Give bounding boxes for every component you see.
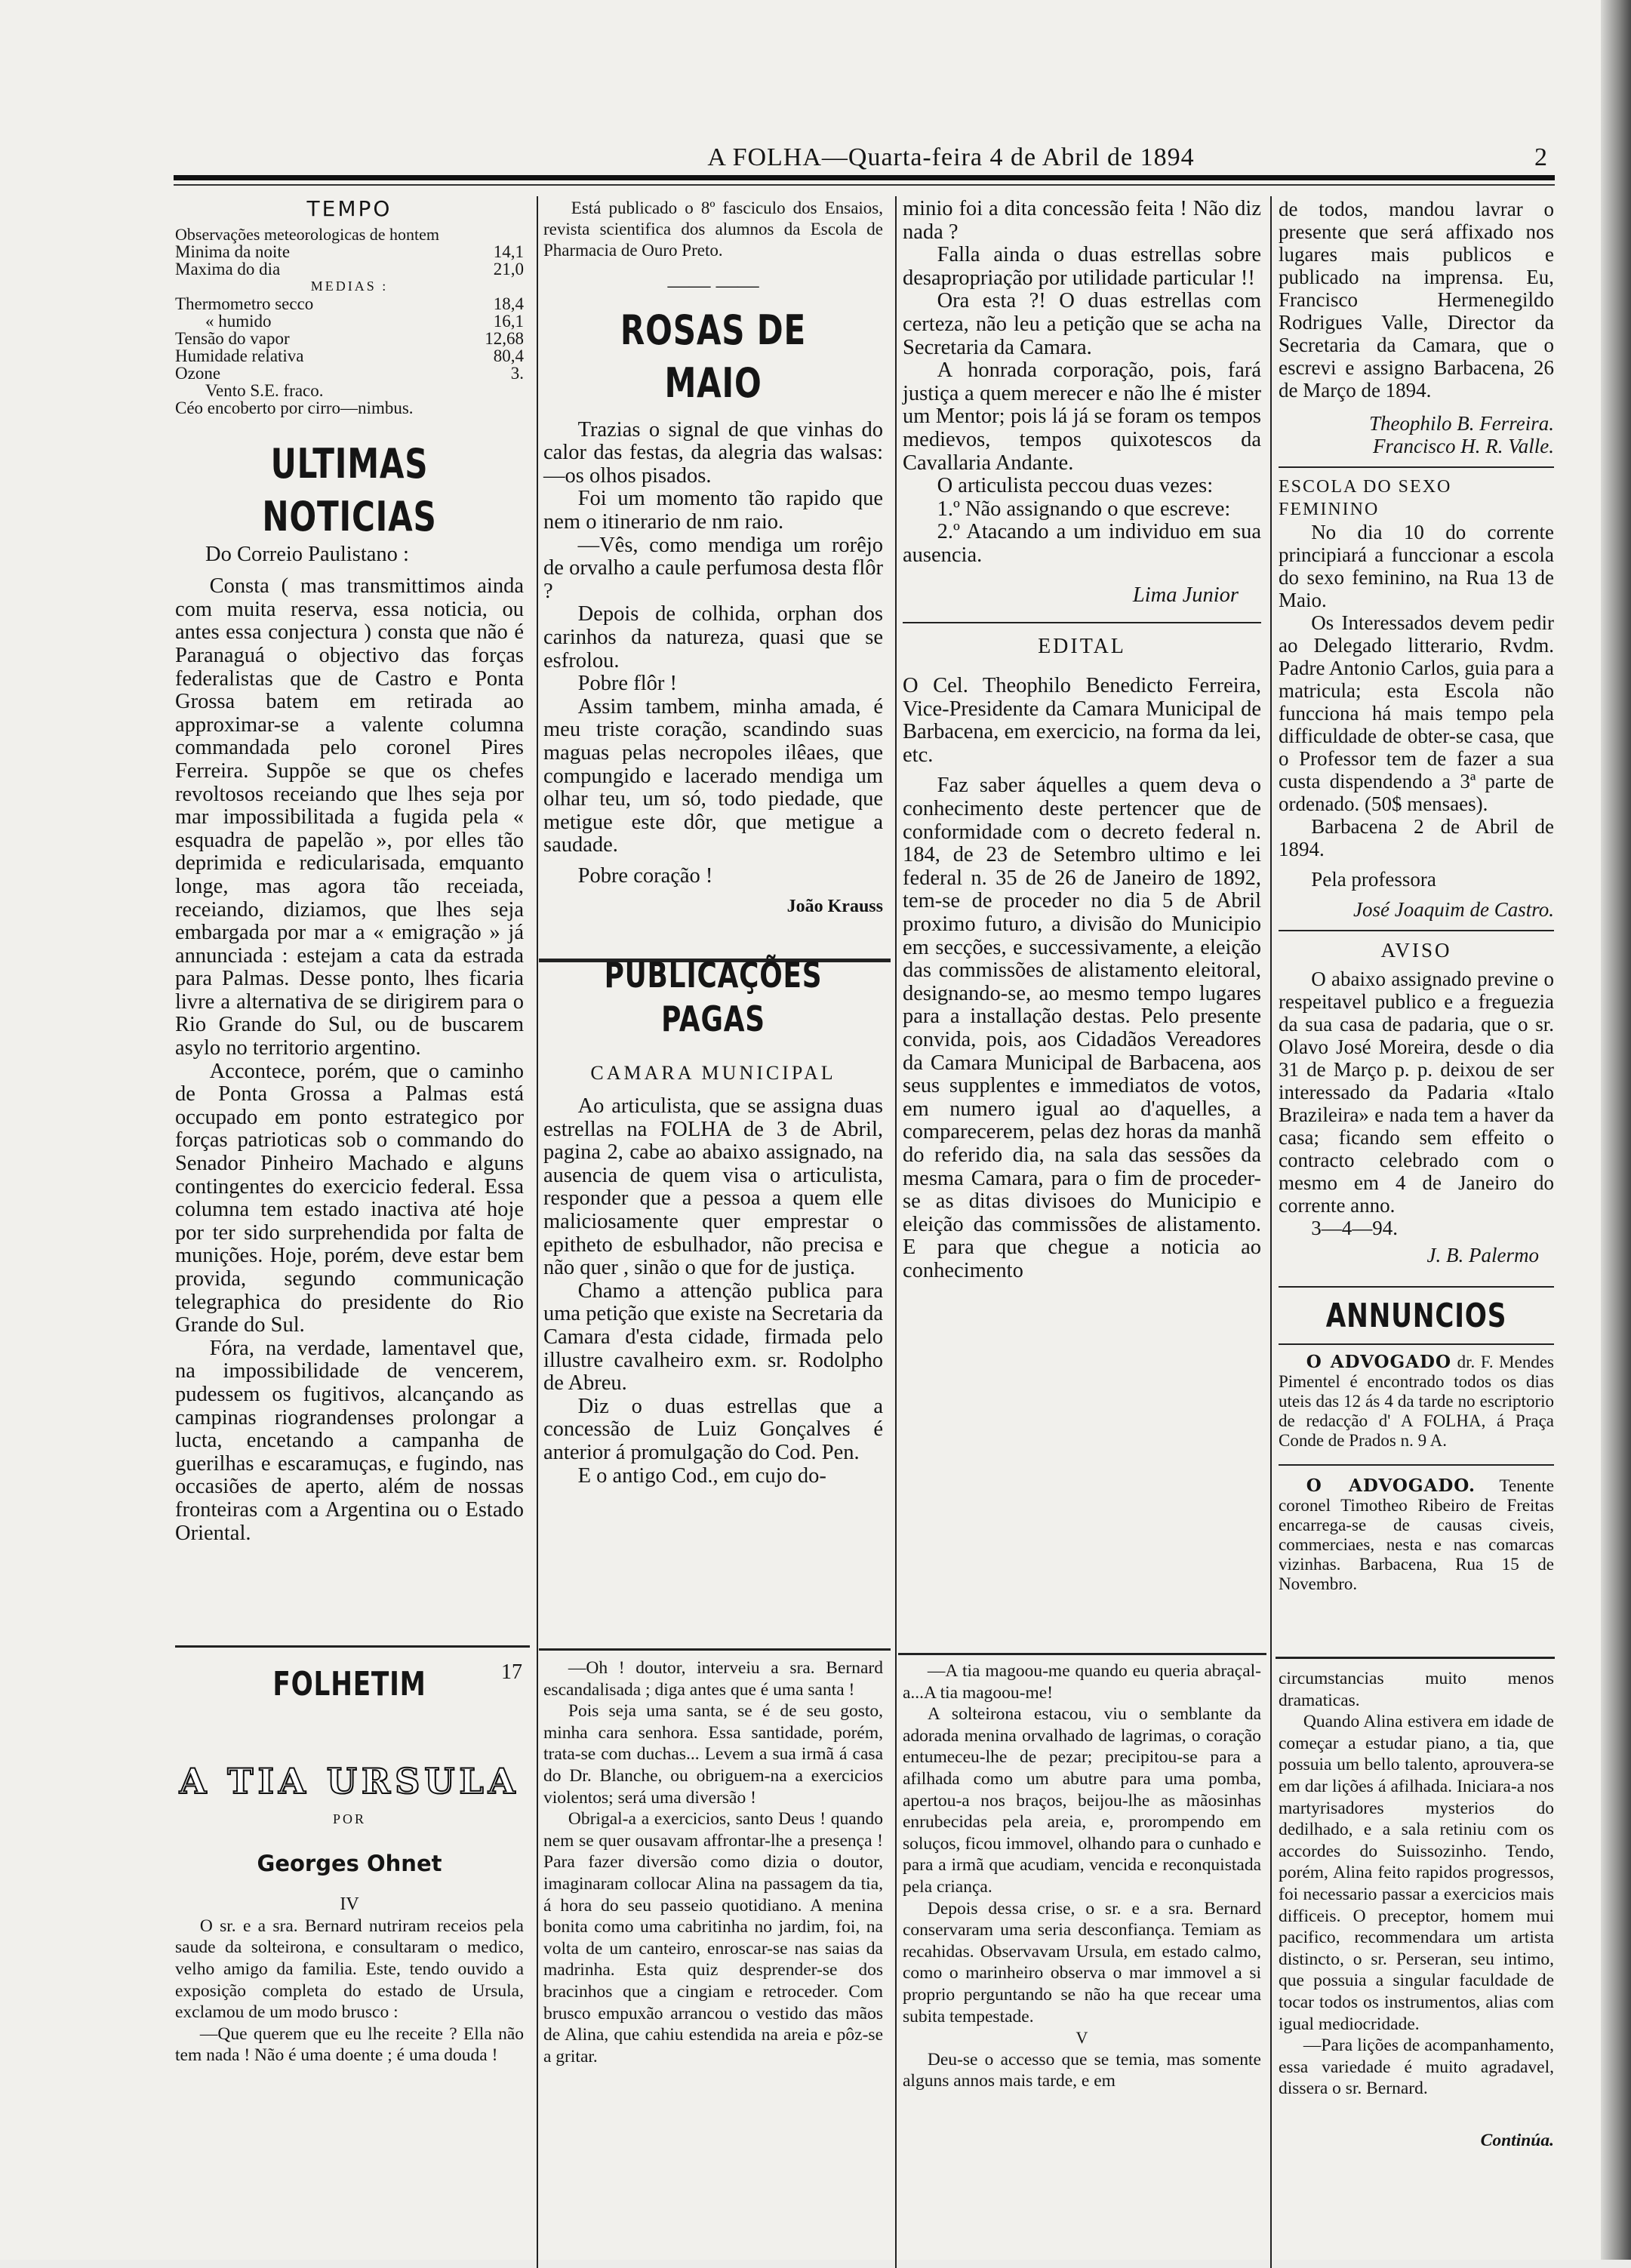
column-separator bbox=[895, 196, 897, 2268]
table-row bbox=[175, 399, 524, 417]
signature-valle: Francisco H. R. Valle. bbox=[1373, 435, 1554, 457]
article-paragraph: Os Interessados devem pedir ao Delegado litterario, Rvdm. Padre Antonio Carlos, guia para a matricula; esta Escola não funcciona há mais tempo pela difficuldade de obter-se casa, que o Professor tem de fazer a sua custa dispendendo a 3ª parte de ordenado. (50$ mensaes). bbox=[1279, 611, 1554, 815]
article-paragraph: Accontece, porém, que o caminho de Ponta Grossa a Palmas está occupado em ponto estrategico por forças patrioticas sob o commando do Senador Pinheiro Machado e alguns contingentes do exercicio federal. Essa columna tem estado inactiva até hoje por ter sido surprehendida por falta de munições. Hoje, porém, deve estar bem provida, segundo communicação telegraphica do presidente do Rio Grande do Sul. bbox=[175, 1059, 524, 1337]
ultimas-source: Do Correio Paulistano : bbox=[205, 542, 409, 566]
article-paragraph: minio foi a dita concessão feita ! Não diz nada ? bbox=[903, 197, 1261, 244]
article-paragraph: Trazias o signal de que vinhas do calor das festas, da alegria das walsas:—os olhos pisados. bbox=[543, 417, 883, 488]
sky-text: Céo encoberto por cirro—nimbus. bbox=[175, 398, 414, 417]
weather-value: 80,4 bbox=[493, 346, 524, 365]
folhetim-header bbox=[175, 1660, 524, 1713]
weather-value: 16,1 bbox=[493, 311, 524, 331]
tempo-intro: Observações meteorologicas de hontem bbox=[175, 224, 440, 244]
advertisement bbox=[1279, 1352, 1554, 1451]
page-header bbox=[174, 143, 1555, 174]
section-rule bbox=[539, 1648, 891, 1651]
table-row bbox=[175, 382, 524, 399]
story-paragraph: —Para lições de acompanhamento, essa variedade é muito agradavel, dissera o sr. Bernard. bbox=[1279, 2036, 1554, 2099]
folhetim-column-2 bbox=[543, 1657, 883, 2067]
annuncios-heading: ANNUNCIOS bbox=[1325, 1297, 1507, 1335]
page-number: 2 bbox=[1534, 143, 1547, 171]
article-paragraph: 1.º Não assignando o que escreve: bbox=[937, 497, 1231, 521]
scan-page-edge bbox=[1601, 0, 1631, 2260]
weather-label: Thermometro secco bbox=[175, 294, 314, 313]
camara-subheading: CAMARA MUNICIPAL bbox=[590, 1062, 836, 1085]
ultimas-heading: ULTIMAS NOTICIAS bbox=[262, 439, 437, 540]
aviso-heading: AVISO bbox=[1380, 939, 1452, 962]
rosas-signature: João Krauss bbox=[786, 897, 883, 917]
column-separator bbox=[537, 196, 538, 2268]
article-paragraph: Depois de colhida, orphan dos carinhos da natureza, quasi que se esfrolou. bbox=[543, 602, 883, 672]
rosas-heading: ROSAS DE MAIO bbox=[620, 306, 807, 407]
article-paragraph: Pobre flôr ! bbox=[577, 672, 677, 696]
story-por: POR bbox=[332, 1811, 366, 1826]
weather-table bbox=[175, 243, 524, 417]
weather-value: 14,1 bbox=[493, 242, 524, 261]
article-paragraph: Faz saber áquelles a quem deva o conhecimento deste pertencer que de conformidade com o decreto federal n. 184, de 23 de Setembro ultimo e lei federal n. 35 de 26 de Janeiro de 1892, tem-se de proceder no dia 5 de Abril proximo futuro, a divisão do Municipio em secções, e successivamente, a eleição das commissões de alistamento eleitoral, designando-se, ao mesmo tempo lugares para a installação destas. Pelo presente convida, pois, aos Cidadãos Vereadores da Camara Municipal de Barbacena, aos seus supplentes e immediatos de votos, em numero igual ao d'aquelles, a comparecerem, pelas dez horas da manhã do referido dia, na sala das sessões da mesma Camara, para o fim de proceder-se as ditas divisoes do Municipio e eleição das commissões de alistamento. E para que chegue a noticia ao conhecimento bbox=[903, 774, 1261, 1282]
weather-value: 3. bbox=[510, 363, 524, 383]
folhetim-column-4 bbox=[1279, 1668, 1554, 2151]
ad-text: dr. F. Mendes Pimentel é encontrado todos os dias uteis das 12 ás 4 da tarde no escriptorio de redacção d' A FOLHA, á Praça Conde de Prados n. 9 A. bbox=[1279, 1352, 1555, 1450]
section-rule bbox=[903, 622, 1261, 623]
section-rule bbox=[898, 1653, 1266, 1655]
weather-label: Minima da noite bbox=[175, 242, 291, 261]
article-paragraph: E o antigo Cod., em cujo do- bbox=[577, 1463, 826, 1488]
article-paragraph: O articulista peccou duas vezes: bbox=[937, 474, 1214, 498]
tempo-heading: TEMPO bbox=[306, 196, 392, 221]
table-row bbox=[175, 312, 524, 330]
chapter-number: IV bbox=[340, 1894, 359, 1915]
table-row bbox=[175, 295, 524, 312]
table-row bbox=[175, 260, 524, 278]
section-rule bbox=[1279, 930, 1554, 931]
story-paragraph: O sr. e a sra. Bernard nutriram receios pela saude da solteirona, e consultaram o medico, velho amigo da familia. Este, tendo ouvido a exposição completa do estado de Ursula, exclamou de um modo brusco : bbox=[175, 1916, 524, 2023]
article-paragraph: Ao articulista, que se assigna duas estrellas na FOLHA de 3 de Abril, pagina 2, cabe ao abaixo assignado, na ausencia de quem visa o articulista, responder que a pessoa a quem elle maliciosamente quer emprestar o epitheto de esbulhador, não precisa e não quer , sinão o que for de justiça. bbox=[543, 1094, 883, 1280]
story-paragraph: Deu-se o accesso que se temia, mas somente alguns annos mais tarde, e em bbox=[903, 2049, 1261, 2091]
article-paragraph: O abaixo assignado previne o respeitavel publico e a freguezia da sua casa de padaria, que o sr. Olavo José Moreira, desde o dia 31 de Março p. p. deixou de ser interessado da Padaria «Italo Brazileira» e nada tem a haver da casa; ficando sem effeito o contracto celebrado com o mesmo em 4 de Janeiro do corrente anno. bbox=[1279, 968, 1554, 1217]
story-paragraph: —Oh ! doutor, interveiu a sra. Bernard escandalisada ; diga antes que é uma santa ! bbox=[543, 1658, 883, 1700]
story-paragraph: Quando Alina estivera em idade de começar a estudar piano, a tia, que possuia um bello talento, aprouvera-se em dar lições á afilhada. Iniciara-a nos martyrisadores mysterios do dedilhado, e a sala retiniu com os accordes do Suissozinho. Tendo, porém, Alina feito rapidos progressos, foi necessario passar a exercicios mais difficeis. O preceptor, homem mui pacifico, recommendara um artista distincto, o sr. Perseran, seu intimo, que possuia a singular faculdade de tocar todos os instrumentos, alias com igual mediocridade. bbox=[1279, 1712, 1554, 2034]
signature-ferreira: Theophilo B. Ferreira. bbox=[1369, 412, 1554, 435]
article-paragraph: Barbacena 2 de Abril de 1894. bbox=[1279, 815, 1554, 860]
table-row bbox=[175, 347, 524, 365]
weather-label: Humidade relativa bbox=[175, 346, 304, 365]
ad-title: O ADVOGADO bbox=[1306, 1352, 1452, 1372]
story-paragraph: Obrigal-a a exercicios, santo Deus ! quando nem se quer ousavam affrontar-lhe a presença ! Para fazer diversão como dizia o doutor, imaginaram collocar Alina na passagem da tia, á hora do seu passeio quotidiano. A menina bonita como uma cabritinha no jardim, foi, na volta de um canteiro, enroscar-se nas saias da madrinha. Esta quiz desprender-se dos bracinhos que a cingiam e retroceder. Com brusco empuxão arrancou o vestido das mãos de Alina, que cahiu estendida na areia e pôz-se a gritar. bbox=[543, 1809, 883, 2066]
article-paragraph: Fóra, na verdade, lamentavel que, na impossibilidade de vencerem, pudessem os fugitivos, alcançando as campinas riograndenses prolongar a lucta, encetando a campanha de guerilhas e escaramuças, e fugindo, nas occasiões de aperto, além de nossas fronteiras com a Argentina ou o Estado Oriental. bbox=[175, 1336, 524, 1545]
column-4 bbox=[1279, 198, 1554, 1594]
story-author: Georges Ohnet bbox=[257, 1850, 442, 1876]
article-paragraph: Chamo a attenção publica para uma petição que existe na Secretaria da Camara d'esta cidade, firmada pelo illustre cavalheiro exm. sr. Rodolpho de Abreu. bbox=[543, 1279, 883, 1396]
continua-label: Continúa. bbox=[1480, 2130, 1554, 2150]
article-paragraph: Falla ainda o duas estrellas sobre desapropriação por utilidade particular !! bbox=[903, 243, 1261, 290]
advertisement bbox=[1279, 1476, 1554, 1594]
chapter-number: V bbox=[1076, 2028, 1088, 2048]
story-paragraph: Depois dessa crise, o sr. e a sra. Bernard conservaram uma seria desconfiança. Temiam as recahidas. Observavam Ursula, em estado calmo, como o marinheiro observa o mar immovel a si proprio perguntando se não ha que recear uma subita tempestade. bbox=[903, 1898, 1261, 2026]
article-paragraph: Assim tambem, minha amada, é meu triste coração, scandindo suas maguas pelas necropoles ilêaes, que compungido e lacerado mendiga um olhar teu, um só, todo piedade, que metigue este dôr, que metigue a saudade. bbox=[543, 694, 883, 857]
story-paragraph: Pois seja uma santa, se é de seu gosto, minha cara senhora. Essa santidade, porém, trata-se com duchas... Levem a sua irmã á casa do Dr. Blanche, ou obriguem-na a exercicios violentos; será uma diversão ! bbox=[543, 1701, 883, 1808]
weather-label: Ozone bbox=[175, 363, 221, 383]
article-paragraph: Foi um momento tão rapido que nem o itinerario de nm raio. bbox=[543, 487, 883, 534]
article-paragraph: Ora esta ?! O duas estrellas com certeza, não leu a petição que se acha na Secretaria da Camara. bbox=[903, 289, 1261, 359]
weather-label: Maxima do dia bbox=[175, 259, 281, 278]
section-rule bbox=[1279, 1464, 1554, 1466]
folhetim-heading: FOLHETIM bbox=[272, 1665, 426, 1703]
ad-text: Tenente coronel Timotheo Ribeiro de Freitas encarrega-se de causas civeis, commerciaes, nesta e nas comarcas vizinhas. Barbacena, Rua 15 de Novembro. bbox=[1279, 1476, 1554, 1593]
article-paragraph: Diz o duas estrellas que a concessão de Luiz Gonçalves é anterior á promulgação do Cod. Pen. bbox=[543, 1394, 883, 1464]
section-rule bbox=[1279, 1286, 1554, 1288]
edital-heading: EDITAL bbox=[1038, 635, 1126, 659]
article-paragraph: Pobre coração ! bbox=[577, 863, 713, 888]
folhetim-column-3 bbox=[903, 1660, 1261, 2092]
article-paragraph: O Cel. Theophilo Benedicto Ferreira, Vice-Presidente da Camara Municipal de Barbacena, em exercicio, na forma da lei, etc. bbox=[903, 674, 1261, 767]
section-rule bbox=[1279, 466, 1554, 468]
table-row bbox=[175, 365, 524, 382]
aviso-date: 3—4—94. bbox=[1311, 1217, 1398, 1239]
article-paragraph: de todos, mandou lavrar o presente que será affixado nos lugares mais publicos e publicado na imprensa. Eu, Francisco Hermenegildo Rodrigues Valle, Director da Secretaria da Camara, que o escrevi e assigno Barbacena, 26 de Março de 1894. bbox=[1279, 198, 1554, 402]
column-1 bbox=[175, 198, 524, 1545]
article-paragraph: 2.º Atacando a um individuo em sua ausencia. bbox=[903, 520, 1261, 567]
article-paragraph: —Vês, como mendiga um rorêjo de orvalho a caule perfumosa desta flôr ? bbox=[543, 533, 883, 603]
header-rule bbox=[174, 175, 1555, 180]
story-paragraph: A solteirona estacou, viu o semblante da adorada menina orvalhado de lagrimas, o coração entumeceu-lhe de pezar; precipitou-se para a afilhada como um abutre para uma pomba, apertou-a nos braços, beijou-lhe as mãosinhas enrubecidas pela areia, e, prorompendo em soluços, ficou immovel, olhando para o cunhado e para a irmã que acudiam, vencida e reconquistada pela criança. bbox=[903, 1704, 1261, 1897]
section-rule bbox=[175, 1645, 530, 1648]
section-rule bbox=[1276, 1657, 1555, 1659]
aviso-signature: J. B. Palermo bbox=[1426, 1244, 1539, 1266]
article-paragraph: A honrada corporação, pois, fará justiça a quem merecer e não lhe é mister um Mentor; pois lá já se foram os tempos medievos, tempos quixotescos da Cavallaria Andante. bbox=[903, 359, 1261, 475]
ad-title: O ADVOGADO. bbox=[1306, 1476, 1476, 1496]
folhetim-column-1 bbox=[175, 1660, 524, 2066]
column-3 bbox=[903, 198, 1261, 1283]
table-row bbox=[175, 278, 524, 295]
article-paragraph: No dia 10 do corrente principiará a funccionar a escola do sexo feminino, na Rua 13 de Maio. bbox=[1279, 521, 1554, 611]
masthead-title: A FOLHA—Quarta-feira 4 de Abril de 1894 bbox=[707, 143, 1195, 171]
article-paragraph: Pela professora bbox=[1311, 868, 1436, 891]
weather-value: 21,0 bbox=[493, 259, 524, 278]
table-row bbox=[175, 243, 524, 260]
column-2 bbox=[543, 198, 883, 1488]
column-separator bbox=[1270, 196, 1272, 2268]
weather-label: Tensão do vapor bbox=[175, 328, 290, 348]
article-paragraph: Consta ( mas transmittimos ainda com muita reserva, essa noticia, ou antes essa conjectura ) consta que não é Paranaguá o objectivo das forças federalistas que de Castro e Ponta Grossa batem em retirada ao approximar-se a valente columna commandada pelo coronel Pires Ferreira. Suppõe se que os chefes revoltosos receiando que lhes seja por mar impossibilitada a fugida pela « esquadra de papelão », por elles tão deprimida e redicularisada, emquanto longe, mas agora tão receiada, receiando, diziamos, que lhes seja embargada por mar a « emigração » já annunciada : estejam a cata da estrada para Palmas. Desse ponto, lhes ficaria livre a alternativa de se dirigirem para o Rio Grande do Sul, ou de buscarem asylo no territorio argentino. bbox=[175, 574, 524, 1060]
medias-label: MEDIAS : bbox=[310, 278, 389, 294]
article-paragraph: Está publicado o 8º fasciculo dos Ensaios, revista scientifica dos alumnos da Escola de Pharmacia de Ouro Preto. bbox=[543, 198, 883, 260]
story-title: A TIA URSULA bbox=[179, 1761, 520, 1802]
wind-text: Vento S.E. fraco. bbox=[205, 380, 324, 400]
short-rule: —— —— bbox=[667, 274, 759, 297]
table-row bbox=[175, 330, 524, 347]
folhetim-number: 17 bbox=[501, 1660, 522, 1684]
weather-label: « humido bbox=[205, 311, 272, 331]
escola-heading: ESCOLA DO SEXO FEMININO bbox=[1279, 477, 1452, 519]
header-rule-thin bbox=[174, 184, 1555, 186]
weather-value: 18,4 bbox=[493, 294, 524, 313]
weather-value: 12,68 bbox=[485, 328, 524, 348]
section-rule bbox=[1279, 1343, 1554, 1345]
lima-signature: Lima Junior bbox=[1132, 583, 1239, 607]
escola-signature: José Joaquim de Castro. bbox=[1353, 898, 1554, 921]
story-paragraph: circumstancias muito menos dramaticas. bbox=[1279, 1669, 1554, 1710]
story-paragraph: —Que querem que eu lhe receite ? Ella não tem nada ! Não é uma doente ; é uma douda ! bbox=[175, 2023, 524, 2066]
publicacoes-heading: PUBLICAÇÕES PAGAS bbox=[604, 955, 823, 1040]
story-paragraph: —A tia magoou-me quando eu queria abraçal-a...A tia magoou-me! bbox=[903, 1661, 1261, 1703]
